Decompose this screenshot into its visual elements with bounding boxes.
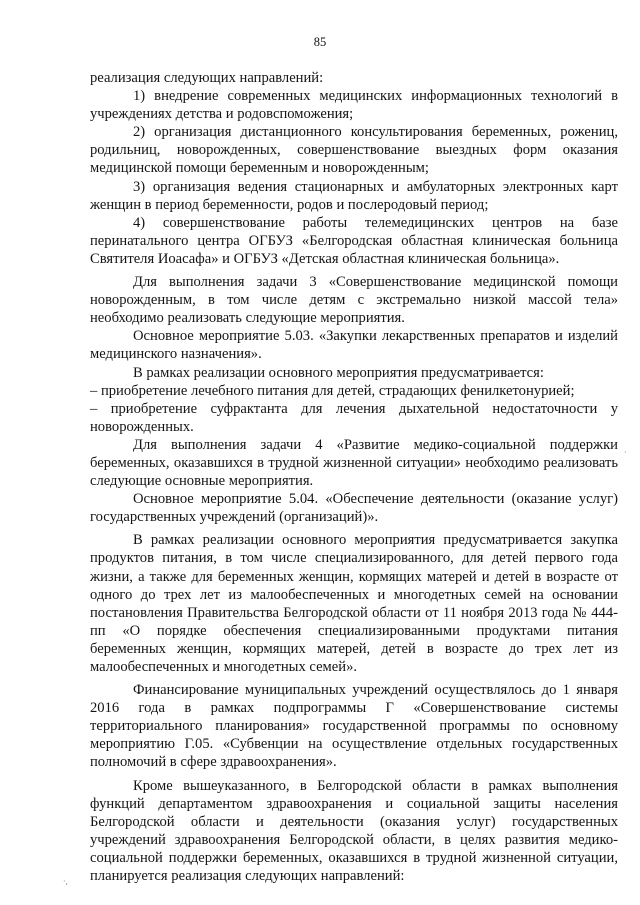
page-number: 85 [313, 35, 327, 49]
scan-speck-mark: · [624, 448, 627, 457]
list-item-4: 4) совершенствование работы телемедицинских центров на базе перинатального центра ОГБУЗ «Белгородская областная клиническая больница Святителя Иоасафа» и ОГБУЗ «Детская областная клиническая больница». [90, 214, 618, 267]
paragraph-task-4: Для выполнения задачи 4 «Развитие медико-социальной поддержки беременных, оказавшихся в трудной жизненной ситуации» необходимо реализовать следующие основные мероприятия. [90, 436, 618, 490]
document-body [90, 69, 618, 885]
paragraph-measure-5-03: Основное мероприятие 5.03. «Закупки лекарственных препаратов и изделий медицинского назначения». [90, 328, 618, 363]
paragraph-intro: реализация следующих направлений: [90, 70, 324, 86]
list-item-1: 1) внедрение современных медицинских информационных технологий в учреждениях детства и родовспоможения; [90, 88, 618, 123]
list-item-3: 3) организация ведения стационарных и амбулаторных электронных карт женщин в период беременности, родов и послеродовый период; [90, 178, 618, 213]
paragraph-additional-directions: Кроме вышеуказанного, в Белгородской области в рамках выполнения функций департаментом здравоохранения и социальной защиты населения Белгородской области и деятельности (оказания услуг) государственных учреждений здравоохранения Белгородской области, в целях развития медико-социальной поддержки беременных, оказавшихся в трудной жизненной ситуации, планируется реализация следующих направлений: [90, 777, 618, 885]
paragraph-financing: Финансирование муниципальных учреждений осуществлялось до 1 января 2016 года в рамках подпрограммы Г «Совершенствование системы территориального планирования» государственной программы по основному мероприятию Г.05. «Субвенции на осуществление отдельных государственных полномочий в сфере здравоохранения». [90, 682, 618, 771]
scan-speck-mark: ·, [63, 877, 69, 886]
list-item-dash-1: – приобретение лечебного питания для детей, страдающих фенилкетонурией; [90, 382, 575, 399]
paragraph-measure-5-04: Основное мероприятие 5.04. «Обеспечение деятельности (оказание услуг) государственных учреждений (организаций)». [90, 491, 618, 526]
paragraph-provision-intro: В рамках реализации основного мероприятия предусматривается: [133, 364, 544, 381]
paragraph-task-3: Для выполнения задачи 3 «Совершенствование медицинской помощи новорожденным, в том числе детям с экстремально низкой массой тела» необходимо реализовать следующие мероприятия. [90, 274, 618, 327]
paragraph-food-procurement: В рамках реализации основного мероприятия предусматривается закупка продуктов питания, в том числе специализированного, для детей первого года жизни, а также для беременных женщин, кормящих матерей и детей в возрасте от одного до трех лет из малообеспеченных и многодетных семей на основании постановления Правительства Белгородской области от 11 ноября 2013 года № 444-пп «О порядке обеспечения специализированными продуктами питания беременных женщин, кормящих матерей, детей в возрасте до трех лет из малообеспеченных и многодетных семей». [90, 532, 618, 675]
list-item-dash-2: – приобретение суфрактанта для лечения дыхательной недостаточности у новорожденных. [90, 400, 618, 435]
list-item-2: 2) организация дистанционного консультирования беременных, рожениц, родильниц, новорожденных, совершенствование выездных форм оказания медицинской помощи беременным и новорожденным; [90, 124, 618, 177]
